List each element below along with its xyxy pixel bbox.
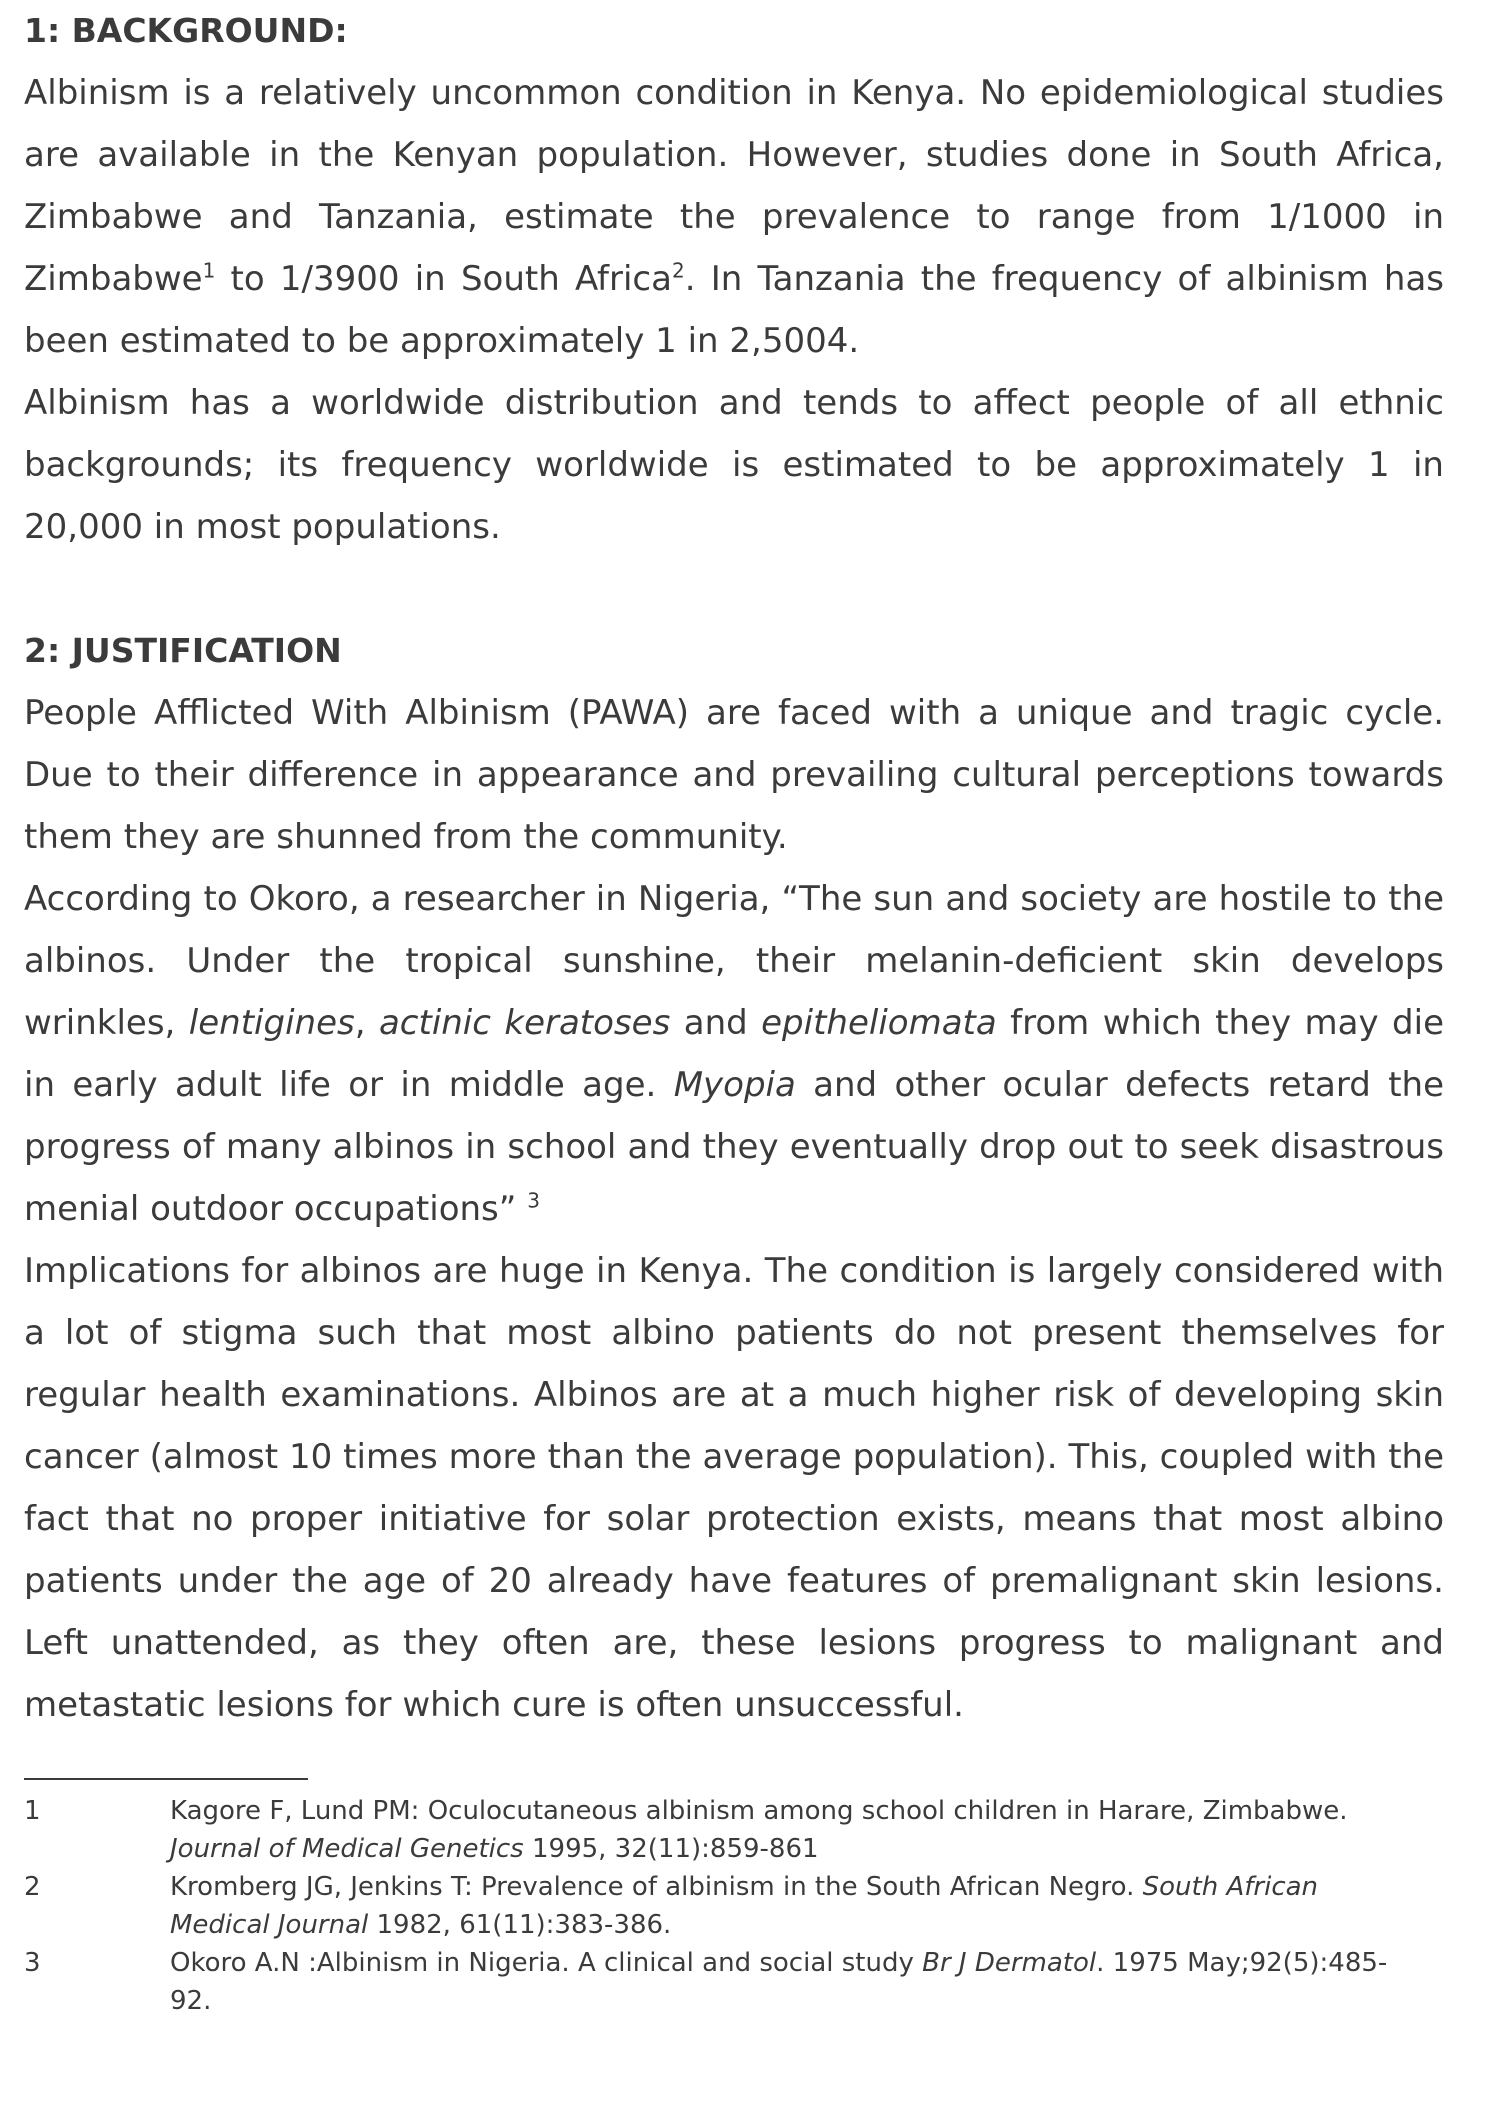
footnote-number: 3 — [24, 1948, 41, 1978]
footnote-details: 1982, 61(11):383-386. — [368, 1910, 672, 1940]
justification-paragraph-3: Implications for albinos are huge in Kenya. The condition is largely considered with a lot of stigma such that most albino patients do not present themselves for regular health examinations. Albinos are at a much higher risk of developing skin cancer (almost 10 times more than the average population). This, coupled with the fact that no proper initiative for solar protection exists, means that most albino patients under the age of 20 already have features of premalignant skin lesions. Left unattended, as they often are, these lesions progress to malignant and metastatic lesions for which cure is often unsuccessful. — [24, 1251, 1444, 1725]
justification-p2-text-d: from which they may die in early adult life or in middle age. — [24, 1003, 1444, 1105]
justification-section — [24, 620, 1444, 1736]
footnote-details: 1995, 32(11):859-861 — [523, 1834, 819, 1864]
background-p1-text-b: to 1/3900 in South Africa — [215, 259, 672, 299]
justification-p2-text-a: According to Okoro, a researcher in Nigeria, “The sun and society are hostile to the albinos. Under the tropical sunshine, their melanin-deficient skin develops wrinkles, — [24, 879, 1444, 1043]
justification-p2-text-b: , — [354, 1003, 379, 1043]
justification-paragraph-1: People Afflicted With Albinism (PAWA) are faced with a unique and tragic cycle. Due to their difference in appearance and prevailing cultural perceptions towards them they are shunned from the community. — [24, 693, 1444, 857]
background-p1-text-a: Albinism is a relatively uncommon condition in Kenya. No epidemiological studies are available in the Kenyan population. However, studies done in South Africa, Zimbabwe and Tanzania, estimate the prevalence to range from 1/1000 in Zimbabwe — [24, 73, 1444, 299]
document-page — [24, 0, 1444, 2020]
footnote-ref-1: 1 — [202, 258, 216, 283]
footnote-ref-3: 3 — [527, 1188, 540, 1213]
footnote-separator — [24, 1778, 308, 1780]
background-p1-text-c: . In Tanzania the frequency of albinism has been estimated to be approximately 1 in 2,5004. — [24, 259, 1445, 361]
justification-p2-text-e: and other ocular defects retard the progress of many albinos in school and they eventually drop out to seek disastrous menial outdoor occupations” — [24, 1065, 1444, 1229]
justification-paragraph-2 — [24, 868, 1444, 1240]
footnote-citation: Kromberg JG, Jenkins T: Prevalence of albinism in the South African Negro. — [170, 1872, 1143, 1902]
footnote-ref-2: 2 — [671, 258, 685, 283]
footnote-2 — [24, 1868, 1444, 1944]
term-epitheliomata: epitheliomata — [761, 1003, 997, 1043]
background-paragraph-2: Albinism has a worldwide distribution and tends to affect people of all ethnic backgrounds; its frequency worldwide is estimated to be approximately 1 in 20,000 in most populations. — [24, 383, 1444, 547]
justification-p2-text-c: and — [670, 1003, 762, 1043]
footnote-journal: Journal of Medical Genetics — [170, 1834, 524, 1864]
footnote-text — [170, 1868, 1444, 1944]
footnote-number: 1 — [24, 1796, 41, 1826]
footnote-details: . 1975 May;92(5):485-92. — [170, 1948, 1388, 2016]
term-lentigines: lentigines — [188, 1003, 355, 1043]
background-paragraph-1 — [24, 62, 1444, 372]
footnote-3 — [24, 1944, 1444, 2020]
footnote-citation: Kagore F, Lund PM: Oculocutaneous albinism among school children in Harare, Zimbabwe. — [170, 1796, 1348, 1826]
footnote-journal: Br J Dermatol — [922, 1948, 1097, 1978]
footnote-text — [170, 1944, 1444, 2020]
term-actinic-keratoses: actinic keratoses — [378, 1003, 671, 1043]
term-myopia: Myopia — [673, 1065, 796, 1105]
background-heading: 1: BACKGROUND: — [24, 11, 348, 50]
background-section — [24, 0, 1444, 558]
footnote-text — [170, 1792, 1444, 1868]
justification-heading: 2: JUSTIFICATION — [24, 631, 342, 670]
footnote-number: 2 — [24, 1872, 41, 1902]
footnote-journal: South African Medical Journal — [170, 1872, 1319, 1940]
footnote-1 — [24, 1792, 1444, 1868]
footnote-citation: Okoro A.N :Albinism in Nigeria. A clinical and social study — [170, 1948, 923, 1978]
